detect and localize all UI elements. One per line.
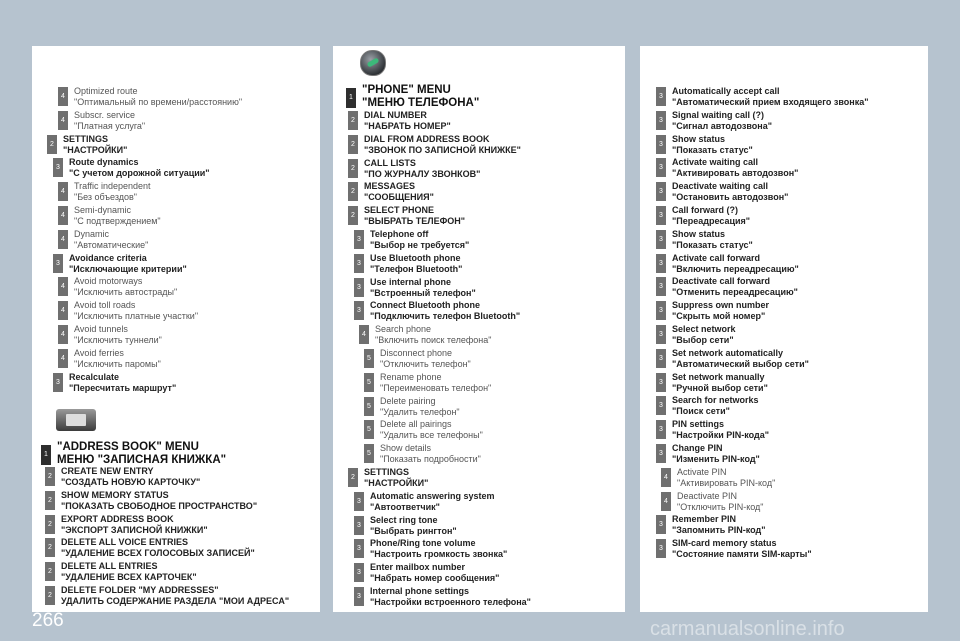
level-badge: 5 (364, 349, 374, 368)
level-badge: 3 (656, 182, 666, 201)
level-badge: 3 (656, 325, 666, 344)
level-badge: 5 (364, 444, 374, 463)
level-badge: 3 (656, 373, 666, 392)
entry-label: SETTINGS (364, 467, 410, 477)
menu-entry (656, 276, 798, 298)
entry-translation: "Автоответчик" (370, 501, 440, 512)
phone-icon (360, 50, 386, 76)
level-badge: 2 (348, 206, 358, 225)
level-badge: 2 (348, 182, 358, 201)
level-badge: 2 (348, 159, 358, 178)
menu-entry (656, 324, 736, 346)
menu-entry (348, 158, 480, 180)
level-badge: 3 (354, 539, 364, 558)
level-badge: 3 (656, 349, 666, 368)
menu-entry (354, 253, 462, 275)
menu-entry (45, 466, 200, 488)
entry-label: PIN settings (672, 419, 725, 430)
entry-label: DELETE FOLDER "MY ADDRESSES" (61, 585, 219, 595)
level-badge: 3 (53, 373, 63, 392)
entry-label: Search phone (375, 324, 432, 335)
entry-label: DIAL FROM ADDRESS BOOK (364, 133, 490, 144)
entry-translation: "Запомнить PIN-код" (672, 525, 766, 536)
level-badge: 2 (45, 491, 55, 510)
entry-label: CALL LISTS (364, 157, 416, 168)
menu-entry (656, 229, 753, 251)
menu-entry (354, 491, 495, 513)
menu-entry (354, 586, 531, 608)
entry-translation: "Активировать автодозвон" (672, 168, 799, 179)
menu-entry (354, 515, 457, 537)
level-badge: 3 (354, 516, 364, 535)
menu-entry (58, 300, 198, 322)
entry-translation: "Остановить автодозвон" (672, 192, 789, 203)
level-badge: 3 (656, 158, 666, 177)
entry-label: Avoid ferries (74, 347, 124, 358)
menu-entry (364, 419, 483, 441)
entry-translation: "Ручной выбор сети" (672, 382, 768, 393)
level-badge: 2 (45, 562, 55, 581)
entry-translation: "Показать статус" (672, 239, 753, 250)
menu-entry (58, 276, 177, 298)
menu-entry (656, 86, 869, 108)
entry-label: Automatic answering system (370, 490, 495, 501)
entry-label: Suppress own number (672, 300, 770, 311)
entry-label: MESSAGES (364, 181, 416, 192)
entry-translation: "Выбор не требуется" (370, 240, 470, 250)
level-badge: 2 (45, 515, 55, 534)
entry-label: Remember PIN (672, 514, 737, 525)
entry-label: Recalculate (69, 371, 120, 382)
entry-translation: "Отключить телефон" (380, 359, 471, 369)
entry-label: Call forward (?) (672, 205, 739, 215)
menu-entry (53, 372, 176, 394)
menu-entry (58, 110, 145, 132)
entry-translation: "НАБРАТЬ НОМЕР" (364, 121, 451, 131)
level-badge: 2 (47, 135, 57, 154)
menu-entry (364, 443, 481, 465)
menu-entry (45, 537, 255, 559)
level-badge: 3 (354, 492, 364, 511)
level-badge: 3 (656, 539, 666, 558)
menu-entry (45, 514, 208, 536)
entry-translation: "Набрать номер сообщения" (370, 573, 500, 584)
entry-translation: "Встроенный телефон" (370, 287, 476, 298)
entry-translation: "Удалить телефон" (380, 406, 460, 417)
level-badge: 3 (656, 230, 666, 249)
level-badge: 3 (53, 254, 63, 273)
entry-translation: "Отключить PIN-код" (677, 501, 764, 512)
entry-label: Change PIN (672, 443, 723, 453)
level-badge: 3 (656, 444, 666, 463)
entry-translation: "Показать статус" (672, 144, 753, 155)
entry-label: DELETE ALL ENTRIES (61, 561, 158, 572)
entry-label: SIM-card memory status (672, 538, 777, 549)
menu-entry (661, 491, 763, 513)
entry-label: SHOW MEMORY STATUS (61, 489, 169, 500)
menu-entry (359, 324, 491, 346)
menu-entry (47, 134, 127, 156)
entry-label: Search for networks (672, 395, 759, 406)
entry-label: EXPORT ADDRESS BOOK (61, 513, 174, 524)
menu-entry (53, 253, 187, 275)
entry-translation: "Без объездов" (74, 192, 137, 203)
level-badge: 5 (364, 420, 374, 439)
menu-entry (346, 84, 479, 110)
entry-label: Deactivate PIN (677, 490, 738, 501)
level-badge: 4 (661, 468, 671, 487)
entry-translation: "Настроить громкость звонка" (370, 549, 508, 560)
entry-translation: "МЕНЮ ТЕЛЕФОНА" (362, 97, 480, 109)
entry-translation: "ПО ЖУРНАЛУ ЗВОНКОВ" (364, 168, 481, 179)
entry-label: Route dynamics (69, 157, 139, 168)
entry-translation: "Телефон Bluetooth" (370, 263, 463, 274)
entry-label: Optimized route (74, 86, 138, 96)
level-badge: 2 (348, 111, 358, 130)
entry-translation: "Автоматические" (74, 239, 149, 250)
menu-entry (45, 490, 257, 512)
entry-translation: "НАСТРОЙКИ" (63, 144, 128, 155)
level-badge: 4 (58, 182, 68, 201)
menu-entry (661, 467, 775, 489)
level-badge: 4 (359, 325, 369, 344)
entry-translation: "Пересчитать маршрут" (69, 382, 177, 393)
entry-label: Enter mailbox number (370, 562, 466, 573)
entry-label: Show status (672, 133, 726, 144)
entry-label: Deactivate call forward (672, 276, 771, 287)
level-badge: 3 (656, 111, 666, 130)
entry-translation: "Подключить телефон Bluetooth" (370, 311, 521, 322)
entry-label: Telephone off (370, 229, 429, 239)
entry-label: Show status (672, 228, 726, 239)
entry-label: Show details (380, 443, 432, 454)
menu-entry (656, 348, 809, 370)
entry-translation: "Исключающие критерии" (69, 263, 187, 274)
entry-translation: "ЗВОНОК ПО ЗАПИСНОЙ КНИЖКЕ" (364, 144, 521, 155)
menu-entry (656, 300, 769, 322)
entry-translation: "Исключить платные участки" (74, 311, 199, 322)
entry-translation: "Исключить автострады" (74, 287, 178, 298)
entry-translation: "Автоматический прием входящего звонка" (672, 97, 869, 107)
entry-label: Activate waiting call (672, 157, 759, 168)
entry-label: Phone/Ring tone volume (370, 538, 476, 549)
entry-translation: "Отменить переадресацию" (672, 287, 798, 298)
level-badge: 3 (656, 87, 666, 106)
menu-entry (348, 110, 451, 132)
entry-translation: "СООБЩЕНИЯ" (364, 192, 434, 203)
entry-label: Automatically accept call (672, 86, 780, 96)
menu-entry (348, 205, 465, 227)
level-badge: 3 (354, 254, 364, 273)
entry-translation: "СОЗДАТЬ НОВУЮ КАРТОЧКУ" (61, 477, 201, 487)
entry-translation: "Платная услуга" (74, 120, 146, 131)
menu-entry (656, 134, 753, 156)
menu-entry (58, 181, 151, 203)
entry-translation: "ЭКСПОРТ ЗАПИСНОЙ КНИЖКИ" (61, 524, 208, 535)
menu-entry (656, 514, 766, 536)
page-number: 266 (32, 610, 64, 631)
menu-entry (656, 443, 760, 465)
entry-translation: "Переадресация" (672, 216, 751, 226)
menu-entry (364, 396, 460, 418)
entry-translation: "Выбрать рингтон" (370, 525, 457, 536)
entry-label: Avoid toll roads (74, 300, 136, 311)
entry-label: CREATE NEW ENTRY (61, 466, 154, 476)
menu-entry (348, 134, 521, 156)
menu-entry (58, 205, 161, 227)
entry-translation: "Автоматический выбор сети" (672, 358, 809, 369)
entry-label: Rename phone (380, 371, 442, 382)
entry-translation: "УДАЛЕНИЕ ВСЕХ КАРТОЧЕК" (61, 572, 197, 583)
entry-label: Semi-dynamic (74, 205, 132, 215)
menu-entry (354, 538, 507, 560)
level-badge: 3 (656, 301, 666, 320)
menu-entry (58, 86, 242, 108)
entry-label: Subscr. service (74, 109, 136, 120)
entry-translation: "Поиск сети" (672, 406, 730, 417)
level-badge: 3 (354, 278, 364, 297)
entry-label: Select network (672, 324, 736, 334)
entry-translation: "С учетом дорожной ситуации" (69, 168, 210, 179)
menu-entry (58, 348, 161, 370)
level-badge: 3 (656, 420, 666, 439)
entry-translation: "Выбор сети" (672, 335, 734, 345)
level-badge: 3 (656, 396, 666, 415)
entry-translation: "Включить поиск телефона" (375, 335, 492, 346)
entry-translation: "Показать подробности" (380, 454, 481, 465)
level-badge: 3 (53, 158, 63, 177)
entry-translation: УДАЛИТЬ СОДЕРЖАНИЕ РАЗДЕЛА "МОИ АДРЕСА" (61, 596, 290, 606)
entry-label: "PHONE" MENU (362, 84, 451, 96)
level-badge: 1 (41, 445, 51, 465)
menu-entry (656, 205, 750, 227)
level-badge: 2 (348, 468, 358, 487)
menu-entry (41, 441, 226, 467)
level-badge: 4 (58, 325, 68, 344)
entry-translation: "Активировать PIN-код" (677, 477, 776, 488)
menu-entry (656, 181, 788, 203)
address-book-icon (56, 409, 96, 431)
menu-entry (348, 467, 428, 489)
entry-translation: "ПОКАЗАТЬ СВОБОДНОЕ ПРОСТРАНСТВО" (61, 500, 258, 511)
level-badge: 1 (346, 88, 356, 108)
menu-entry (656, 372, 768, 394)
entry-translation: "Изменить PIN-код" (672, 454, 760, 464)
entry-label: Avoid motorways (74, 276, 143, 287)
level-badge: 4 (661, 492, 671, 511)
menu-entry (364, 372, 491, 394)
entry-label: Signal waiting call (?) (672, 109, 765, 120)
level-badge: 3 (354, 587, 364, 606)
entry-translation: "УДАЛЕНИЕ ВСЕХ ГОЛОСОВЫХ ЗАПИСЕЙ" (61, 548, 255, 559)
level-badge: 3 (656, 206, 666, 225)
level-badge: 3 (656, 277, 666, 296)
entry-translation: "Удалить все телефоны" (380, 430, 483, 441)
level-badge: 5 (364, 373, 374, 392)
entry-label: Select ring tone (370, 514, 438, 525)
level-badge: 3 (354, 230, 364, 249)
entry-translation: "НАСТРОЙКИ" (364, 478, 429, 488)
entry-translation: "Состояние памяти SIM-карты" (672, 549, 812, 560)
entry-label: SETTINGS (63, 133, 109, 144)
menu-entry (45, 585, 289, 607)
entry-translation: "Исключить туннели" (74, 335, 162, 345)
entry-translation: "Исключить паромы" (74, 358, 161, 369)
entry-translation: "ВЫБРАТЬ ТЕЛЕФОН" (364, 216, 466, 227)
watermark: carmanualsonline.info (650, 618, 845, 640)
level-badge: 3 (656, 515, 666, 534)
entry-translation: "Переименовать телефон" (380, 382, 492, 393)
entry-label: Traffic independent (74, 181, 151, 192)
entry-translation: МЕНЮ "ЗАПИСНАЯ КНИЖКА" (57, 454, 227, 466)
entry-label: Activate call forward (672, 252, 761, 263)
menu-entry (656, 157, 798, 179)
entry-label: "ADDRESS BOOK" MENU (57, 441, 199, 453)
menu-entry (354, 300, 520, 322)
menu-entry (348, 181, 434, 203)
entry-label: DELETE ALL VOICE ENTRIES (61, 537, 189, 548)
level-badge: 2 (45, 586, 55, 605)
level-badge: 2 (45, 538, 55, 557)
entry-label: Avoid tunnels (74, 324, 128, 334)
entry-translation: "Сигнал автодозвона" (672, 120, 772, 131)
entry-label: Use Bluetooth phone (370, 252, 461, 263)
entry-translation: "Оптимальный по времени/расстоянию" (74, 97, 243, 107)
menu-entry (656, 253, 799, 275)
level-badge: 3 (354, 301, 364, 320)
entry-label: Avoidance criteria (69, 252, 147, 263)
entry-label: Deactivate waiting call (672, 181, 769, 192)
entry-label: Delete pairing (380, 395, 436, 406)
level-badge: 4 (58, 301, 68, 320)
menu-entry (656, 395, 759, 417)
menu-entry (354, 277, 476, 299)
entry-label: Disconnect phone (380, 348, 453, 358)
level-badge: 4 (58, 349, 68, 368)
entry-label: Connect Bluetooth phone (370, 300, 480, 311)
level-badge: 4 (58, 277, 68, 296)
entry-label: Set network manually (672, 371, 765, 382)
level-badge: 3 (354, 563, 364, 582)
menu-entry (656, 419, 769, 441)
entry-label: Internal phone settings (370, 586, 470, 596)
level-badge: 4 (58, 230, 68, 249)
level-badge: 4 (58, 206, 68, 225)
entry-label: Use internal phone (370, 276, 452, 287)
entry-translation: "С подтверждением" (74, 216, 161, 226)
entry-label: DIAL NUMBER (364, 110, 427, 120)
level-badge: 2 (348, 135, 358, 154)
menu-entry (656, 110, 772, 132)
level-badge: 5 (364, 397, 374, 416)
entry-label: Dynamic (74, 228, 110, 239)
menu-entry (354, 229, 469, 251)
entry-label: Activate PIN (677, 466, 727, 477)
entry-label: Delete all pairings (380, 419, 452, 430)
entry-label: SELECT PHONE (364, 205, 435, 216)
menu-entry (53, 157, 210, 179)
entry-translation: "Настройки PIN-кода" (672, 430, 770, 441)
menu-entry (364, 348, 471, 370)
level-badge: 2 (45, 467, 55, 486)
menu-entry (45, 561, 197, 583)
level-badge: 3 (656, 135, 666, 154)
entry-translation: "Настройки встроенного телефона" (370, 597, 531, 607)
menu-entry (354, 562, 499, 584)
entry-label: Set network automatically (672, 347, 784, 358)
menu-entry (656, 538, 812, 560)
entry-translation: "Скрыть мой номер" (672, 311, 766, 322)
level-badge: 4 (58, 111, 68, 130)
menu-entry (58, 229, 148, 251)
level-badge: 3 (656, 254, 666, 273)
menu-entry (58, 324, 162, 346)
entry-translation: "Включить переадресацию" (672, 263, 799, 274)
level-badge: 4 (58, 87, 68, 106)
